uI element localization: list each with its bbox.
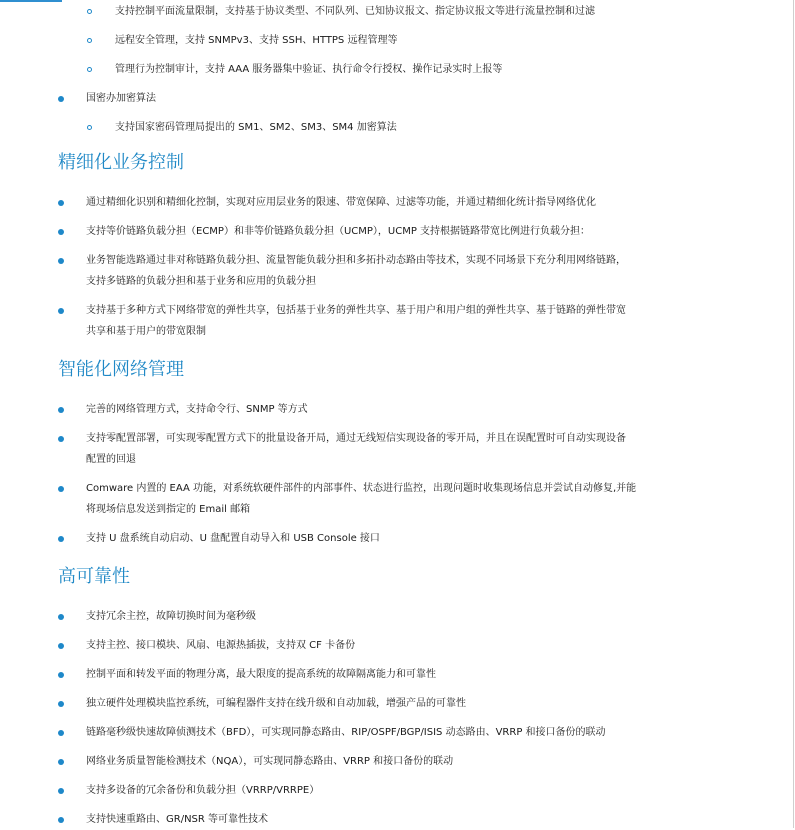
sub-bullet-icon (87, 9, 92, 14)
bullet-icon (58, 229, 64, 235)
section-heading: 高可靠性 (58, 566, 130, 587)
bullet-icon (58, 788, 64, 794)
sub-list-item: 管理行为控制审计，支持 AAA 服务器集中验证、执行命令行授权、操作记录实时上报等 (115, 64, 503, 75)
list-item: 支持主控、接口模块、风扇、电源热插拔，支持双 CF 卡备份 (86, 640, 356, 651)
list-item: 链路毫秒级快速故障侦测技术（BFD），可实现同静态路由、RIP/OSPF/BGP/ISIS 动态路由、VRRP 和接口备份的联动 (86, 727, 606, 738)
list-item: 支持快速重路由、GR/NSR 等可靠性技术 (86, 814, 269, 825)
bullet-icon (58, 817, 64, 823)
list-item: 支持 U 盘系统自动启动、U 盘配置自动导入和 USB Console 接口 (86, 533, 380, 544)
page-edge-rule (793, 0, 794, 828)
section-heading: 精细化业务控制 (58, 152, 184, 173)
list-item: 支持基于多种方式下网络带宽的弹性共享，包括基于业务的弹性共享、基于用户和用户组的弹性共享、基于链路的弹性带宽 共享和基于用户的带宽限制 (86, 305, 626, 337)
bullet-icon (58, 486, 64, 492)
list-item: 通过精细化识别和精细化控制，实现对应用层业务的限速、带宽保障、过滤等功能，并通过精细化统计指导网络优化 (86, 197, 596, 208)
list-item: 支持零配置部署，可实现零配置方式下的批量设备开局，通过无线短信实现设备的零开局，并且在误配置时可自动实现设备 配置的回退 (86, 433, 626, 465)
top-accent-rule (0, 0, 62, 2)
list-item: 支持冗余主控，故障切换时间为毫秒级 (86, 611, 256, 622)
list-item: 支持等价链路负载分担（ECMP）和非等价链路负载分担（UCMP），UCMP 支持根据链路带宽比例进行负载分担： (86, 226, 591, 237)
bullet-icon (58, 436, 64, 442)
list-item: 支持多设备的冗余备份和负载分担（VRRP/VRRPE） (86, 785, 320, 796)
bullet-icon (58, 614, 64, 620)
list-item: 完善的网络管理方式，支持命令行、SNMP 等方式 (86, 404, 308, 415)
bullet-icon (58, 701, 64, 707)
sub-bullet-icon (87, 67, 92, 72)
bullet-icon (58, 536, 64, 542)
bullet-icon (58, 258, 64, 264)
list-item: 控制平面和转发平面的物理分离，最大限度的提高系统的故障隔离能力和可靠性 (86, 669, 436, 680)
bullet-icon (58, 672, 64, 678)
bullet-icon (58, 759, 64, 765)
sub-bullet-icon (87, 38, 92, 43)
bullet-icon (58, 407, 64, 413)
sub-list-item: 支持控制平面流量限制，支持基于协议类型、不同队列、已知协议报文、指定协议报文等进行流量控制和过滤 (115, 6, 595, 17)
bullet-icon (58, 730, 64, 736)
bullet-icon (58, 308, 64, 314)
sub-list-item: 支持国家密码管理局提出的 SM1、SM2、SM3、SM4 加密算法 (115, 122, 397, 133)
sub-bullet-icon (87, 125, 92, 130)
bullet-icon (58, 96, 64, 102)
bullet-icon (58, 643, 64, 649)
bullet-icon (58, 200, 64, 206)
list-item: 业务智能选路通过非对称链路负载分担、流量智能负载分担和多拓扑动态路由等技术，实现不同场景下充分利用网络链路， 支持多链路的负载分担和基于业务和应用的负载分担 (86, 255, 626, 287)
section-heading: 智能化网络管理 (58, 359, 184, 380)
sub-list-item: 远程安全管理，支持 SNMPv3、支持 SSH、HTTPS 远程管理等 (115, 35, 398, 46)
list-item: Comware 内置的 EAA 功能，对系统软硬件部件的内部事件、状态进行监控，出现问题时收集现场信息并尝试自动修复,并能 将现场信息发送到指定的 Email 邮箱 (86, 483, 637, 515)
list-item: 网络业务质量智能检测技术（NQA），可实现同静态路由、VRRP 和接口备份的联动 (86, 756, 454, 767)
list-item: 独立硬件处理模块监控系统，可编程器件支持在线升级和自动加载，增强产品的可靠性 (86, 698, 466, 709)
list-item: 国密办加密算法 (86, 93, 156, 104)
